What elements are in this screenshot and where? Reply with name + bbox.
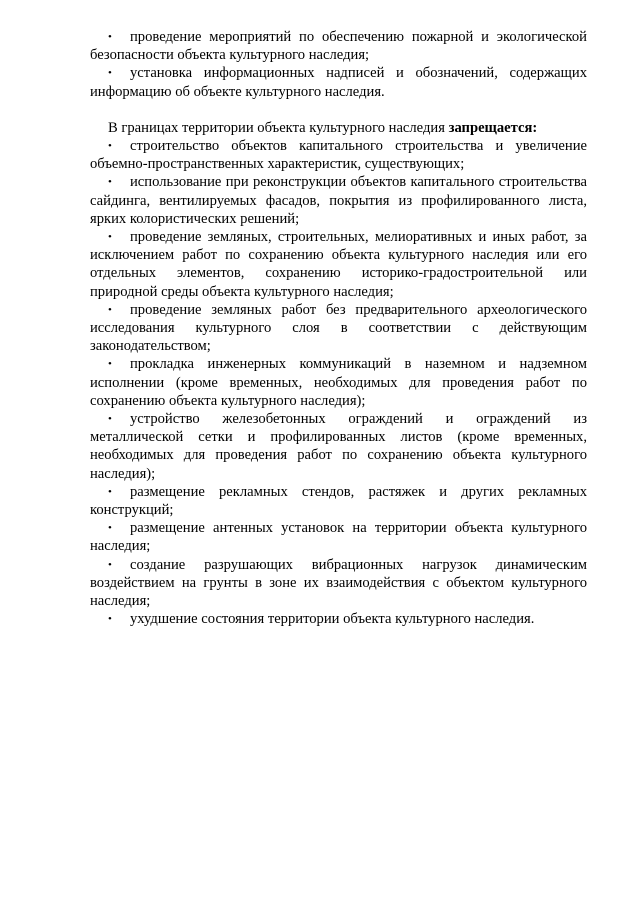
list-item-text: создание разрушающих вибрационных нагрузок динамическим воздействием на грунты в зоне их взаимодействия с объектом культурного наследия;: [90, 556, 587, 610]
bullet-icon: •: [108, 485, 112, 498]
list-item-text: проведение мероприятий по обеспечению пожарной и экологической безопасности объекта культурного наследия;: [90, 29, 587, 64]
bullet-icon: •: [108, 176, 112, 189]
bullet-icon: •: [108, 558, 112, 571]
list-item-text: проведение земляных, строительных, мелиоративных и иных работ, за исключением работ по сохранению объекта культурного наследия или его отдельных элементов, сохранению историко-градостроительной или природной среды объекта культурного наследия;: [90, 229, 587, 300]
list-item-text: установка информационных надписей и обозначений, содержащих информацию об объекте культурного наследия.: [90, 65, 587, 100]
document-page: [90, 28, 587, 629]
list-item-text: ухудшение состояния территории объекта культурного наследия.: [130, 611, 535, 628]
list-item: [90, 137, 587, 173]
bullet-icon: •: [108, 522, 112, 535]
list-item: [90, 610, 587, 628]
bullet-icon: •: [108, 613, 112, 626]
intro-text: В границах территории объекта культурного наследия: [108, 119, 449, 136]
list-item: [90, 556, 587, 611]
bullet-icon: •: [108, 67, 112, 80]
list-item: [90, 355, 587, 410]
list-item: [90, 173, 587, 228]
list-item: [90, 410, 587, 483]
bullet-icon: •: [108, 303, 112, 316]
list-item: [90, 64, 587, 100]
list-item-text: размещение антенных установок на территории объекта культурного наследия;: [90, 520, 587, 555]
list-item: [90, 483, 587, 519]
list-item: [90, 301, 587, 356]
bullet-icon: •: [108, 413, 112, 426]
prohibition-list: [90, 137, 587, 628]
prohibition-intro: [90, 119, 587, 137]
list-item: [90, 228, 587, 301]
first-list: [90, 28, 587, 101]
bullet-icon: •: [108, 31, 112, 43]
list-item: [90, 28, 587, 64]
list-item-text: проведение земляных работ без предварительного археологического исследования культурного слоя в соответствии с действующим законодательством;: [90, 301, 587, 355]
list-item-text: прокладка инженерных коммуникаций в наземном и надземном исполнении (кроме временных, необходимых для проведения работ по сохранению объекта культурного наследия);: [90, 356, 587, 409]
bullet-icon: •: [108, 231, 112, 244]
list-item-text: устройство железобетонных ограждений и ограждений из металлической сетки и профилированных листов (кроме временных, необходимых для проведения работ по сохранению объекта культурного наследия);: [90, 411, 587, 482]
list-item-text: размещение рекламных стендов, растяжек и других рекламных конструкций;: [90, 483, 587, 519]
intro-bold: запрещается:: [448, 119, 538, 136]
bullet-icon: •: [108, 140, 112, 153]
list-item: [90, 519, 587, 555]
bullet-icon: •: [108, 358, 112, 371]
list-item-text: использование при реконструкции объектов капитального строительства сайдинга, вентилируемых фасадов, покрытия из профилированного листа, ярких колористических решений;: [90, 174, 587, 227]
list-item-text: строительство объектов капитального строительства и увеличение объемно-пространственных характеристик, существующих;: [90, 138, 587, 173]
